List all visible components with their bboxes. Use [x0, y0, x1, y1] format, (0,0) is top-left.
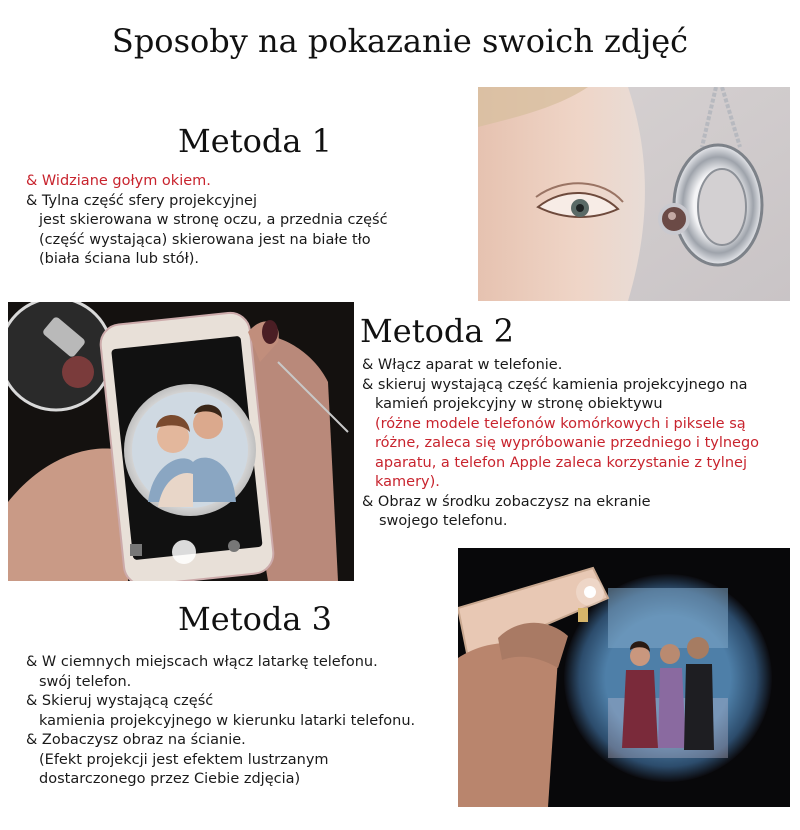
- method3-line-7: dostarczonego przez Ciebie zdjęcia): [39, 771, 301, 787]
- method1-line-5: (biała ściana lub stół).: [39, 251, 200, 267]
- method2-line-8: & Obraz w środku zobaczysz na ekranie: [362, 493, 651, 510]
- method1-line-1: & Widziane gołym okiem.: [26, 173, 211, 189]
- photo-eye-pendant: [478, 87, 790, 301]
- method2-heading: Metoda 2: [360, 312, 514, 350]
- method1-line-2: & Tylna część sfery projekcyjnej: [26, 192, 257, 209]
- method1-line-3: jest skierowana w stronę oczu, a przednia część: [39, 212, 388, 228]
- photo-flashlight-projection: [458, 548, 790, 807]
- method1-text: [26, 172, 388, 270]
- photo-phone-camera: [8, 302, 354, 581]
- method3-line-2: swój telefon.: [39, 673, 132, 690]
- method3-line-1: & W ciemnych miejscach włącz latarkę telefonu.: [26, 654, 378, 670]
- method2-text: [362, 356, 759, 532]
- method2-line-1: & Włącz aparat w telefonie.: [362, 357, 563, 373]
- method2-line-4: (różne modele telefonów komórkowych i piksele są: [375, 415, 746, 432]
- page-title: Sposoby na pokazanie swoich zdjęć: [111, 22, 689, 60]
- method3-line-5: & Zobaczysz obraz na ścianie.: [26, 732, 246, 748]
- method3-line-4: kamienia projekcyjnego w kierunku latarki telefonu.: [39, 712, 416, 729]
- method2-line-3: kamień projekcyjny w stronę obiektywu: [375, 396, 663, 412]
- method2-line-5: różne, zaleca się wypróbowanie przedniego i tylnego: [375, 435, 760, 451]
- method3-heading: Metoda 3: [178, 600, 332, 638]
- method1-line-4: (część wystająca) skierowana jest na białe tło: [39, 231, 371, 248]
- method2-line-9: swojego telefonu.: [379, 513, 508, 529]
- method1-heading: Metoda 1: [178, 122, 332, 160]
- method2-line-7: kamery).: [375, 474, 440, 490]
- method2-line-6: aparatu, a telefon Apple zaleca korzystanie z tylnej: [375, 454, 747, 471]
- method3-text: [26, 653, 415, 790]
- method3-line-3: & Skieruj wystającą część: [26, 693, 214, 709]
- method3-line-6: (Efekt projekcji jest efektem lustrzanym: [39, 751, 329, 768]
- method2-line-2: & skieruj wystającą część kamienia projekcyjnego na: [362, 376, 748, 393]
